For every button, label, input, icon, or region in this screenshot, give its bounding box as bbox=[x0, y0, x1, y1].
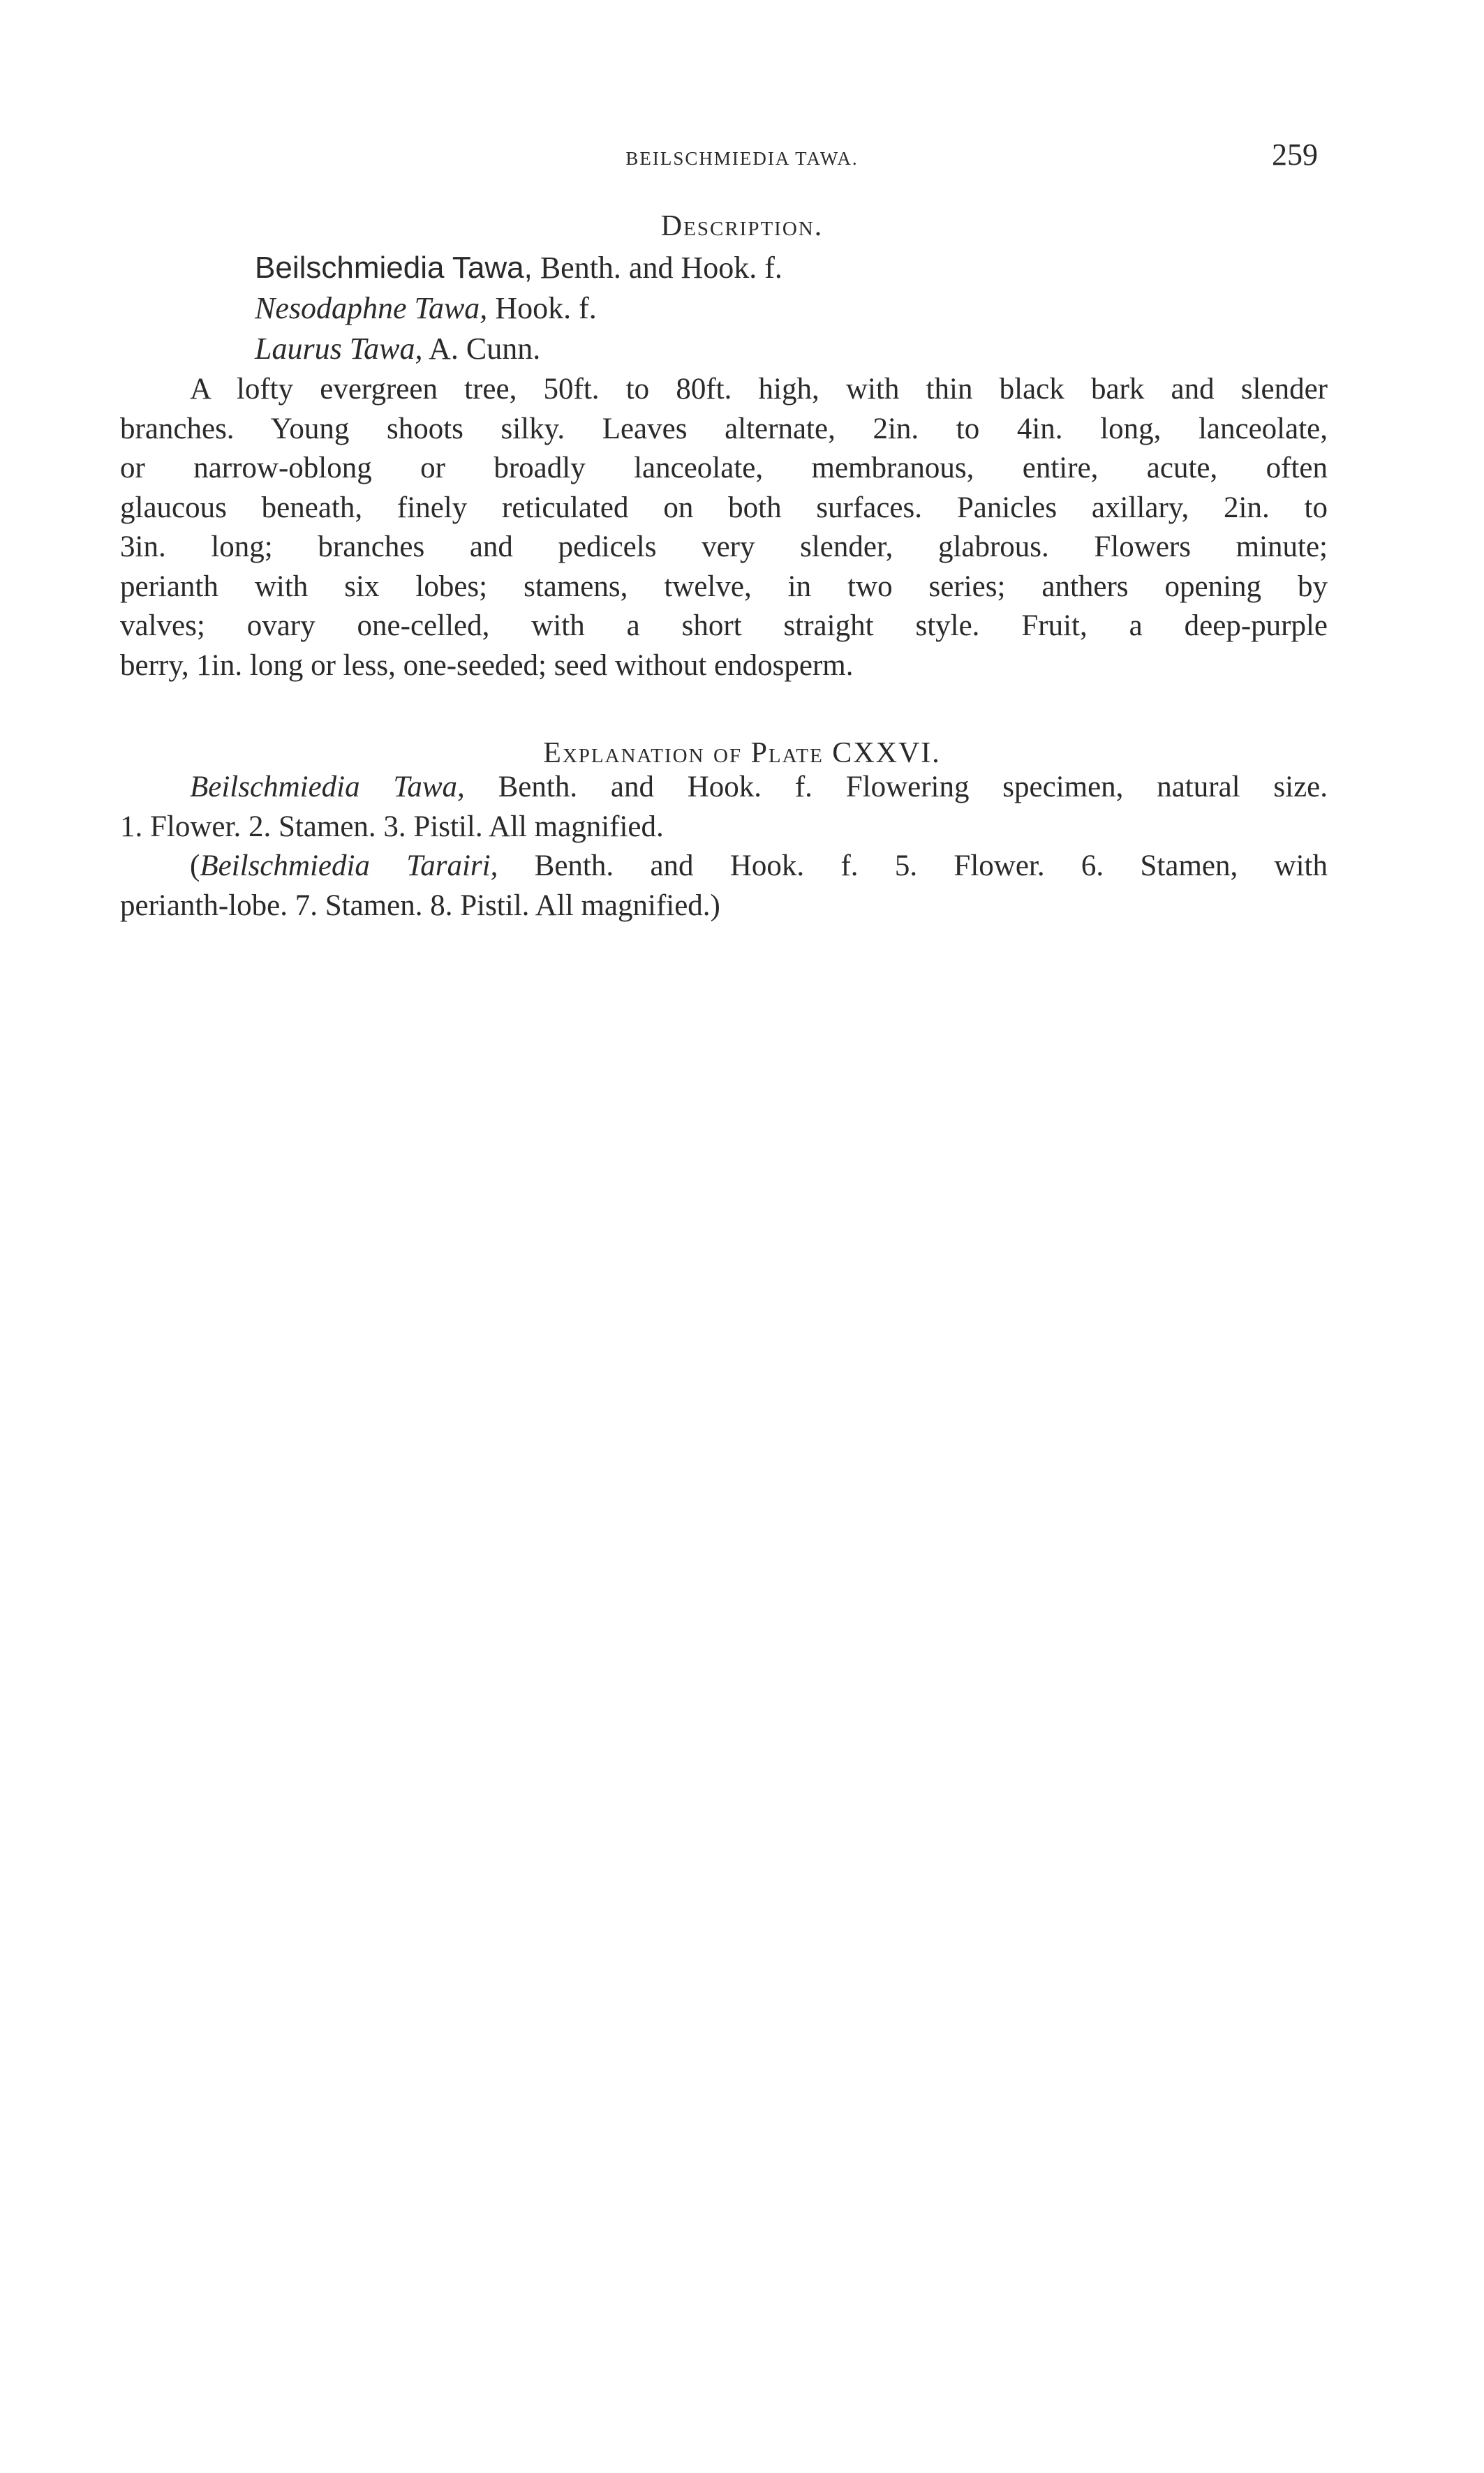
synonym-authority: A. Cunn. bbox=[429, 332, 541, 366]
explanation-line bbox=[120, 768, 1328, 808]
description-heading: Description. bbox=[660, 210, 824, 242]
description-line: perianth with six lobes; stamens, twelve, in two series; anthers opening by bbox=[120, 570, 1328, 603]
description-line: 3in. long; branches and pedicels very slender, glabrous. Flowers minute; bbox=[120, 530, 1328, 563]
explanation-line: 1. Flower. 2. Stamen. 3. Pistil. All magnified. bbox=[120, 810, 664, 843]
explanation-paragraph bbox=[120, 768, 1328, 926]
species-block bbox=[255, 248, 782, 369]
explanation-line bbox=[120, 847, 1328, 886]
description-line: berry, 1in. long or less, one-seeded; seed without endosperm. bbox=[120, 648, 854, 682]
explanation-line: perianth-lobe. 7. Stamen. 8. Pistil. All magnified.) bbox=[120, 889, 720, 922]
running-title: BEILSCHMIEDIA TAWA. bbox=[625, 148, 859, 169]
explanation-species: Beilschmiedia Tarairi, bbox=[200, 849, 498, 882]
description-line: glaucous beneath, finely reticulated on both surfaces. Panicles axillary, 2in. to bbox=[120, 491, 1328, 524]
page-number: 259 bbox=[1272, 138, 1318, 172]
description-line: A lofty evergreen tree, 50ft. to 80ft. high, with thin black bark and slender bbox=[190, 373, 1328, 406]
explanation-text: Benth. and Hook. f. 5. Flower. 6. Stamen, with bbox=[534, 849, 1328, 882]
species-authority: Benth. and Hook. f. bbox=[540, 251, 782, 285]
description-line: branches. Young shoots silky. Leaves alternate, 2in. to 4in. long, lanceolate, bbox=[120, 412, 1328, 445]
synonym-line bbox=[255, 288, 782, 329]
explanation-species: Beilschmiedia Tawa, bbox=[190, 771, 465, 803]
description-line: valves; ovary one-celled, with a short straight style. Fruit, a deep-purple bbox=[120, 609, 1328, 642]
explanation-text: Benth. and Hook. f. Flowering specimen, natural size. bbox=[498, 771, 1328, 803]
synonym-name: Laurus Tawa, bbox=[255, 332, 423, 366]
explanation-heading: Explanation of Plate CXXVI. bbox=[543, 737, 941, 769]
description-line: or narrow-oblong or broadly lanceolate, membranous, entire, acute, often bbox=[120, 452, 1328, 484]
explanation-paren: ( bbox=[190, 849, 200, 882]
species-name: Beilschmiedia Tawa, bbox=[255, 251, 533, 285]
description-paragraph bbox=[120, 370, 1328, 685]
synonym-line bbox=[255, 329, 782, 369]
synonym-authority: Hook. f. bbox=[495, 291, 597, 325]
synonym-name: Nesodaphne Tawa, bbox=[255, 291, 488, 325]
species-name-line bbox=[255, 248, 782, 288]
